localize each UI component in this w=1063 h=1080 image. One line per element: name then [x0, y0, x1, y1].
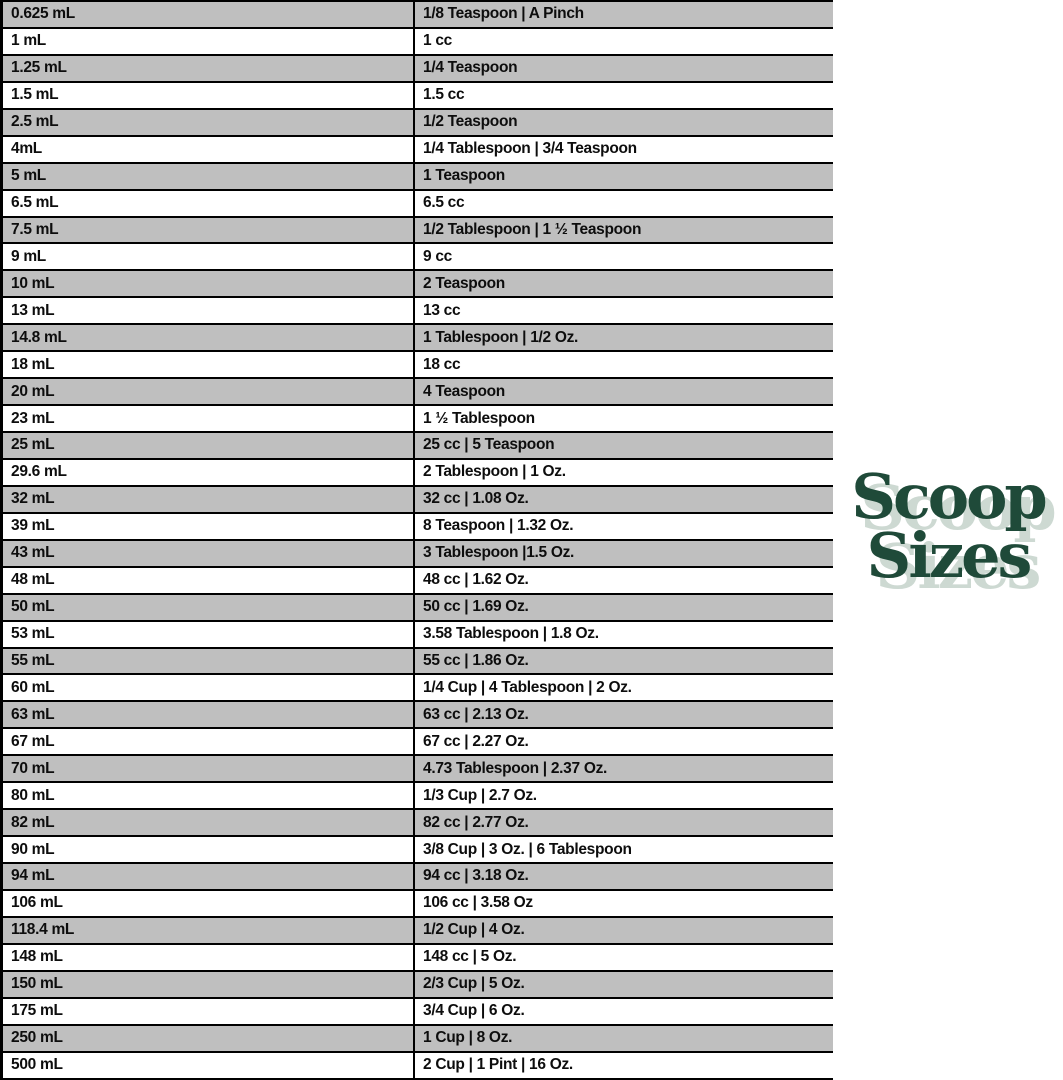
equivalent-cell: 2 Tablespoon | 1 Oz. — [423, 463, 566, 481]
ml-cell: 43 mL — [3, 541, 415, 566]
ml-cell: 6.5 mL — [3, 191, 415, 216]
table-row — [3, 433, 833, 460]
equivalent-cell: 148 cc | 5 Oz. — [423, 948, 517, 966]
ml-cell: 55 mL — [3, 649, 415, 674]
table-row — [3, 352, 833, 379]
ml-cell: 18 mL — [3, 352, 415, 377]
table-row — [3, 972, 833, 999]
table-row — [3, 191, 833, 218]
equivalent-cell: 1/4 Tablespoon | 3/4 Teaspoon — [423, 140, 637, 158]
equivalent-cell: 1/8 Teaspoon | A Pinch — [423, 5, 584, 23]
ml-cell: 50 mL — [3, 595, 415, 620]
equivalent-cell: 25 cc | 5 Teaspoon — [423, 436, 555, 454]
table-row — [3, 244, 833, 271]
equivalent-cell: 1 cc — [423, 32, 452, 50]
ml-cell: 63 mL — [3, 702, 415, 727]
equivalent-cell: 67 cc | 2.27 Oz. — [423, 732, 529, 750]
ml-cell: 48 mL — [3, 568, 415, 593]
ml-cell: 80 mL — [3, 783, 415, 808]
ml-cell: 1.5 mL — [3, 83, 415, 108]
table-row — [3, 487, 833, 514]
table-row — [3, 379, 833, 406]
equivalent-cell: 1/4 Teaspoon — [423, 59, 518, 77]
table-row — [3, 891, 833, 918]
logo-line-2: Sizes — [866, 518, 1030, 592]
table-row — [3, 1026, 833, 1053]
ml-cell: 14.8 mL — [3, 325, 415, 350]
ml-cell: 175 mL — [3, 999, 415, 1024]
table-row — [3, 56, 833, 83]
ml-cell: 7.5 mL — [3, 218, 415, 243]
table-row — [3, 837, 833, 864]
equivalent-cell: 8 Teaspoon | 1.32 Oz. — [423, 517, 574, 535]
equivalent-cell: 1.5 cc — [423, 86, 465, 104]
table-row — [3, 568, 833, 595]
ml-cell: 4mL — [3, 137, 415, 162]
ml-cell: 32 mL — [3, 487, 415, 512]
table-row — [3, 756, 833, 783]
ml-cell: 5 mL — [3, 164, 415, 189]
table-row — [3, 675, 833, 702]
equivalent-cell: 1/4 Cup | 4 Tablespoon | 2 Oz. — [423, 678, 632, 696]
equivalent-cell: 1 Tablespoon | 1/2 Oz. — [423, 328, 579, 346]
table-row — [3, 298, 833, 325]
table-row — [3, 1053, 833, 1080]
ml-cell: 10 mL — [3, 271, 415, 296]
equivalent-cell: 2 Cup | 1 Pint | 16 Oz. — [423, 1056, 573, 1074]
equivalent-cell: 1/2 Tablespoon | 1 ½ Teaspoon — [423, 220, 642, 238]
ml-cell: 67 mL — [3, 729, 415, 754]
ml-cell: 1.25 mL — [3, 56, 415, 81]
ml-cell: 53 mL — [3, 622, 415, 647]
equivalent-cell: 82 cc | 2.77 Oz. — [423, 813, 529, 831]
table-row — [3, 110, 833, 137]
equivalent-cell: 1/2 Teaspoon — [423, 113, 518, 131]
equivalent-cell: 1 Teaspoon — [423, 167, 505, 185]
table-row — [3, 595, 833, 622]
table-row — [3, 945, 833, 972]
scoop-sizes-logo — [836, 460, 1060, 592]
table-row — [3, 622, 833, 649]
equivalent-cell: 94 cc | 3.18 Oz. — [423, 867, 529, 885]
table-row — [3, 864, 833, 891]
ml-cell: 70 mL — [3, 756, 415, 781]
table-row — [3, 164, 833, 191]
table-row — [3, 83, 833, 110]
equivalent-cell: 1/2 Cup | 4 Oz. — [423, 921, 525, 939]
ml-cell: 148 mL — [3, 945, 415, 970]
equivalent-cell: 32 cc | 1.08 Oz. — [423, 490, 529, 508]
ml-cell: 90 mL — [3, 837, 415, 862]
table-row — [3, 729, 833, 756]
equivalent-cell: 3 Tablespoon |1.5 Oz. — [423, 544, 575, 562]
equivalent-cell: 4.73 Tablespoon | 2.37 Oz. — [423, 759, 608, 777]
ml-cell: 39 mL — [3, 514, 415, 539]
equivalent-cell: 63 cc | 2.13 Oz. — [423, 705, 529, 723]
table-row — [3, 271, 833, 298]
ml-cell: 106 mL — [3, 891, 415, 916]
ml-cell: 250 mL — [3, 1026, 415, 1051]
ml-cell: 20 mL — [3, 379, 415, 404]
equivalent-cell: 4 Teaspoon — [423, 382, 505, 400]
equivalent-cell: 1 ½ Tablespoon — [423, 409, 535, 427]
logo-line-1: Scoop — [851, 460, 1045, 533]
ml-cell: 150 mL — [3, 972, 415, 997]
equivalent-cell: 3/4 Cup | 6 Oz. — [423, 1002, 525, 1020]
table-row — [3, 325, 833, 352]
ml-cell: 0.625 mL — [3, 2, 415, 27]
ml-cell: 500 mL — [3, 1053, 415, 1078]
table-row — [3, 541, 833, 568]
table-row — [3, 137, 833, 164]
equivalent-cell: 55 cc | 1.86 Oz. — [423, 651, 529, 669]
table-row — [3, 810, 833, 837]
table-row — [3, 649, 833, 676]
table-row — [3, 29, 833, 56]
table-row — [3, 918, 833, 945]
ml-cell: 1 mL — [3, 29, 415, 54]
ml-cell: 23 mL — [3, 406, 415, 431]
equivalent-cell: 50 cc | 1.69 Oz. — [423, 598, 529, 616]
table-row — [3, 783, 833, 810]
ml-cell: 94 mL — [3, 864, 415, 889]
ml-cell: 25 mL — [3, 433, 415, 458]
table-row — [3, 218, 833, 245]
ml-cell: 9 mL — [3, 244, 415, 269]
equivalent-cell: 9 cc — [423, 247, 452, 265]
equivalent-cell: 1 Cup | 8 Oz. — [423, 1029, 513, 1047]
equivalent-cell: 3.58 Tablespoon | 1.8 Oz. — [423, 625, 599, 643]
ml-cell: 29.6 mL — [3, 460, 415, 485]
ml-cell: 60 mL — [3, 675, 415, 700]
equivalent-cell: 13 cc — [423, 301, 461, 319]
equivalent-cell: 48 cc | 1.62 Oz. — [423, 571, 529, 589]
ml-cell: 13 mL — [3, 298, 415, 323]
ml-cell: 118.4 mL — [3, 918, 415, 943]
table-row — [3, 406, 833, 433]
equivalent-cell: 18 cc — [423, 355, 461, 373]
equivalent-cell: 106 cc | 3.58 Oz — [423, 894, 533, 912]
table-row — [3, 460, 833, 487]
equivalent-cell: 1/3 Cup | 2.7 Oz. — [423, 786, 537, 804]
ml-cell: 2.5 mL — [3, 110, 415, 135]
table-row — [3, 2, 833, 29]
table-row — [3, 702, 833, 729]
equivalent-cell: 3/8 Cup | 3 Oz. | 6 Tablespoon — [423, 840, 632, 858]
ml-cell: 82 mL — [3, 810, 415, 835]
equivalent-cell: 2/3 Cup | 5 Oz. — [423, 975, 525, 993]
equivalent-cell: 6.5 cc — [423, 194, 465, 212]
table-row — [3, 999, 833, 1026]
table-row — [3, 514, 833, 541]
equivalent-cell: 2 Teaspoon — [423, 274, 505, 292]
